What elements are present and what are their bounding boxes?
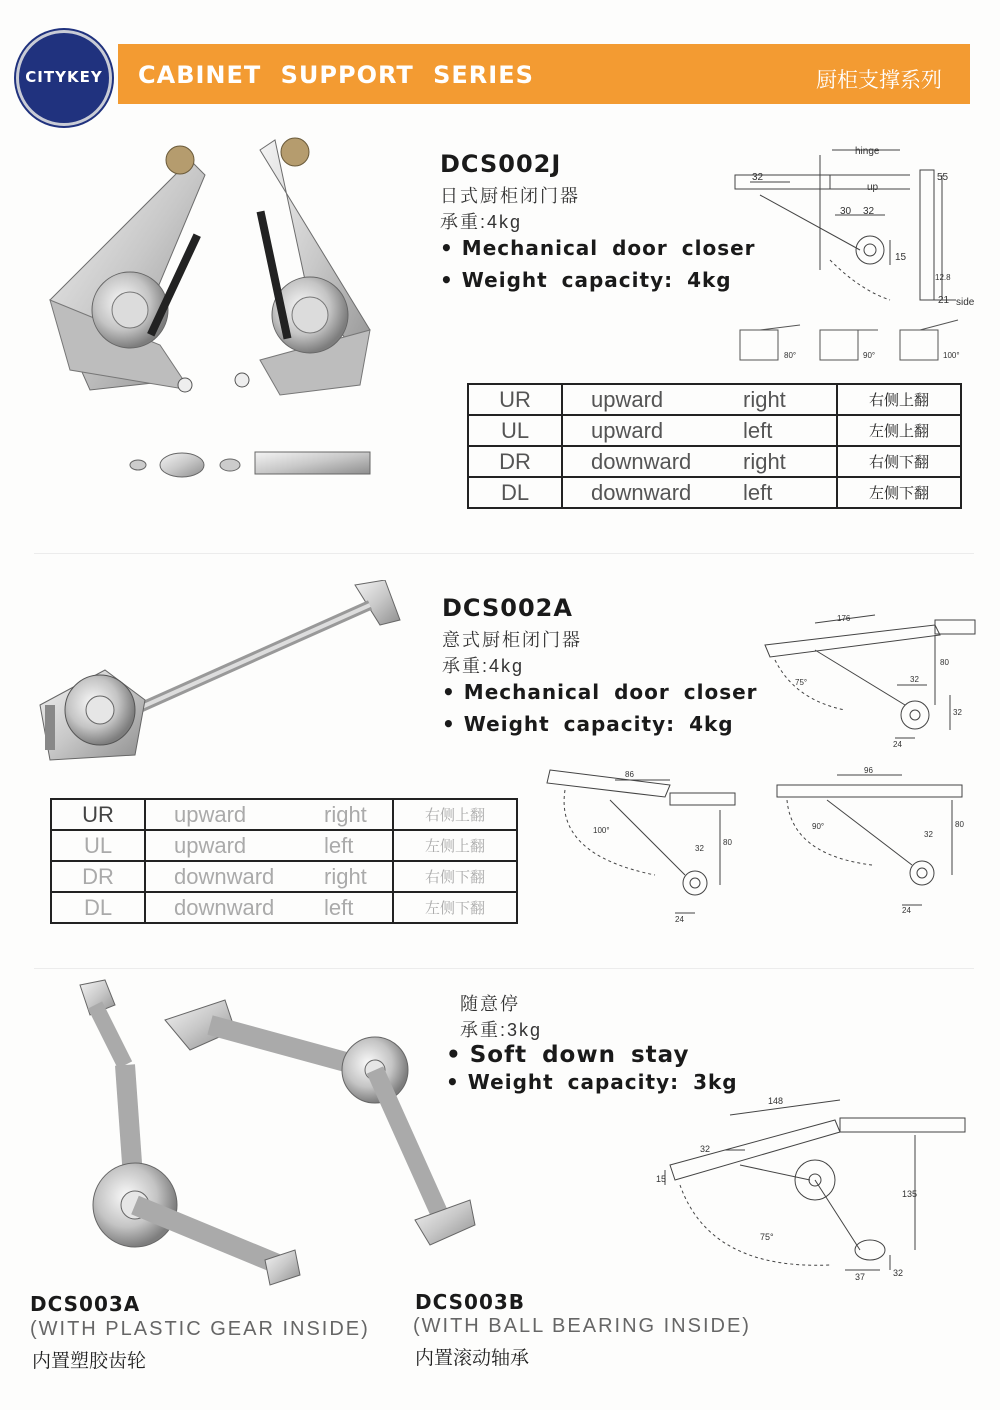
dcs002j-load-cn: 承重:4kg: [440, 212, 523, 232]
direction-text: downward: [174, 894, 275, 920]
dcs002a-direction-table: [50, 798, 518, 924]
dcs002a-product-photo: [35, 580, 405, 770]
dcs002j-dim-up: up: [867, 182, 879, 193]
dcs003b-subtitle: (WITH BALL BEARING INSIDE): [413, 1315, 751, 1337]
dcs002j-dim-55: 55: [937, 172, 949, 183]
direction-cell: [145, 830, 393, 861]
code-cell: DR: [51, 861, 145, 892]
direction-cell: [562, 446, 837, 477]
direction-cell: [145, 861, 393, 892]
table-row: [468, 477, 961, 508]
table-row: [51, 861, 517, 892]
dcs002a-dim-32-b: 32: [695, 844, 704, 853]
dcs002a-load-cn: 承重:4kg: [442, 656, 525, 676]
dcs002j-product-photo: [30, 130, 390, 500]
direction-text: upward: [591, 417, 664, 443]
direction-cell: [562, 477, 837, 508]
dcs002a-dim-24-b: 24: [675, 915, 684, 924]
cn-cell: 左侧下翻: [393, 892, 517, 923]
header-banner: [118, 44, 970, 104]
table-row: [51, 799, 517, 830]
dcs002j-capacity: • Weight capacity: 4kg: [440, 268, 732, 292]
dcs002a-angle-90: 90°: [812, 822, 825, 831]
dcs003-angle-75: 75°: [760, 1232, 774, 1242]
dcs002j-dimension-diagram: [720, 140, 990, 370]
direction-text: upward: [591, 386, 664, 412]
dcs002j-angle-90: 90°: [863, 351, 876, 360]
direction-text: upward: [174, 832, 247, 858]
table-row: [51, 892, 517, 923]
section-divider: [34, 968, 974, 969]
dcs002a-dim-96: 96: [864, 766, 873, 775]
section-divider: [34, 553, 974, 554]
dcs003-load-cn: 承重:3kg: [460, 1020, 543, 1040]
page-title: CABINET SUPPORT SERIES: [138, 61, 534, 89]
dcs002a-dimension-diagram-90: [772, 765, 982, 915]
dcs002a-dim-24-c: 24: [902, 906, 911, 915]
dcs003-dim-32: 32: [700, 1144, 711, 1154]
side-text: left: [743, 479, 773, 505]
dcs002j-angle-80: 80°: [784, 351, 797, 360]
dcs002a-dimension-diagram-100: [545, 765, 745, 925]
dcs002a-dim-86: 86: [625, 770, 634, 779]
direction-cell: [562, 384, 837, 415]
dcs002a-dim-80-b: 80: [723, 838, 732, 847]
cn-cell: 右侧上翻: [393, 799, 517, 830]
dcs003-capacity: • Weight capacity: 3kg: [446, 1070, 738, 1094]
direction-text: upward: [174, 801, 247, 827]
cn-cell: 左侧上翻: [393, 830, 517, 861]
dcs002a-dim-24: 24: [893, 740, 902, 749]
table-row: [468, 415, 961, 446]
side-text: left: [743, 417, 773, 443]
dcs002a-name-cn: 意式厨柜闭门器: [442, 630, 582, 650]
dcs002j-dim-side: side: [956, 297, 975, 308]
dcs002a-angle-75: 75°: [795, 678, 808, 687]
dcs002a-dim-80: 80: [940, 658, 949, 667]
dcs003-dimension-diagram: [650, 1090, 980, 1290]
dcs002j-dim-32b: 32: [863, 206, 875, 217]
dcs003b-name-cn: 内置滚动轴承: [415, 1348, 530, 1369]
dcs002j-dim-12-8: 12.8: [935, 273, 951, 282]
direction-cell: [562, 415, 837, 446]
dcs002j-dim-30: 30: [840, 206, 852, 217]
code-cell: DL: [51, 892, 145, 923]
side-text: right: [324, 863, 367, 889]
dcs002a-dimension-diagram-top: [755, 605, 980, 750]
dcs003-dim-135: 135: [902, 1189, 918, 1199]
dcs003-feature: • Soft down stay: [446, 1042, 689, 1068]
dcs003-dim-37: 37: [855, 1272, 866, 1282]
dcs002j-feature: • Mechanical door closer: [440, 236, 756, 260]
dcs002j-dim-21: 21: [938, 295, 950, 306]
direction-text: downward: [174, 863, 275, 889]
table-row: [51, 830, 517, 861]
cn-cell: 右侧上翻: [837, 384, 961, 415]
table-row: [468, 384, 961, 415]
dcs003a-subtitle: (WITH PLASTIC GEAR INSIDE): [30, 1318, 370, 1340]
side-text: right: [743, 386, 786, 412]
side-text: right: [743, 448, 786, 474]
dcs002j-dim-15: 15: [895, 252, 907, 263]
side-text: left: [324, 832, 354, 858]
dcs002j-model: DCS002J: [440, 150, 562, 178]
dcs002a-capacity: • Weight capacity: 4kg: [442, 712, 734, 736]
dcs002a-dim-32: 32: [910, 675, 919, 684]
code-cell: UL: [468, 415, 562, 446]
side-text: right: [324, 801, 367, 827]
cn-cell: 右侧下翻: [837, 446, 961, 477]
code-cell: DR: [468, 446, 562, 477]
dcs002j-angle-100: 100°: [943, 351, 960, 360]
citykey-logo: [16, 30, 112, 126]
dcs002a-dim-80-c: 80: [955, 820, 964, 829]
dcs003-dim-15: 15: [656, 1174, 667, 1184]
page-title-cn: 厨柜支撑系列: [816, 69, 942, 92]
direction-cell: [145, 892, 393, 923]
dcs003a-model: DCS003A: [30, 1292, 141, 1316]
dcs002a-feature: • Mechanical door closer: [442, 680, 758, 704]
code-cell: DL: [468, 477, 562, 508]
code-cell: UR: [468, 384, 562, 415]
dcs003-product-photo: [40, 975, 480, 1295]
table-row: [468, 446, 961, 477]
direction-text: downward: [591, 479, 692, 505]
dcs002a-dim-176: 176: [837, 614, 851, 623]
logo-text: CITYKEY: [25, 68, 103, 86]
direction-text: downward: [591, 448, 692, 474]
dcs002a-dim-32b: 32: [953, 708, 962, 717]
side-text: left: [324, 894, 354, 920]
dcs002j-dim-hinge: hinge: [855, 146, 880, 157]
dcs003b-model: DCS003B: [415, 1290, 526, 1314]
code-cell: UL: [51, 830, 145, 861]
dcs003-name-cn: 随意停: [460, 994, 520, 1014]
code-cell: UR: [51, 799, 145, 830]
dcs002j-dim-32a: 32: [752, 172, 764, 183]
dcs002j-name-cn: 日式厨柜闭门器: [440, 186, 580, 206]
dcs002a-model: DCS002A: [442, 594, 573, 622]
cn-cell: 左侧下翻: [837, 477, 961, 508]
dcs002j-direction-table: [467, 383, 962, 509]
dcs003-dim-148: 148: [768, 1096, 784, 1106]
direction-cell: [145, 799, 393, 830]
dcs002a-dim-32-c: 32: [924, 830, 933, 839]
dcs002a-angle-100: 100°: [593, 826, 610, 835]
dcs003a-name-cn: 内置塑胶齿轮: [32, 1351, 147, 1372]
cn-cell: 左侧上翻: [837, 415, 961, 446]
cn-cell: 右侧下翻: [393, 861, 517, 892]
dcs003-dim-32b: 32: [893, 1268, 904, 1278]
